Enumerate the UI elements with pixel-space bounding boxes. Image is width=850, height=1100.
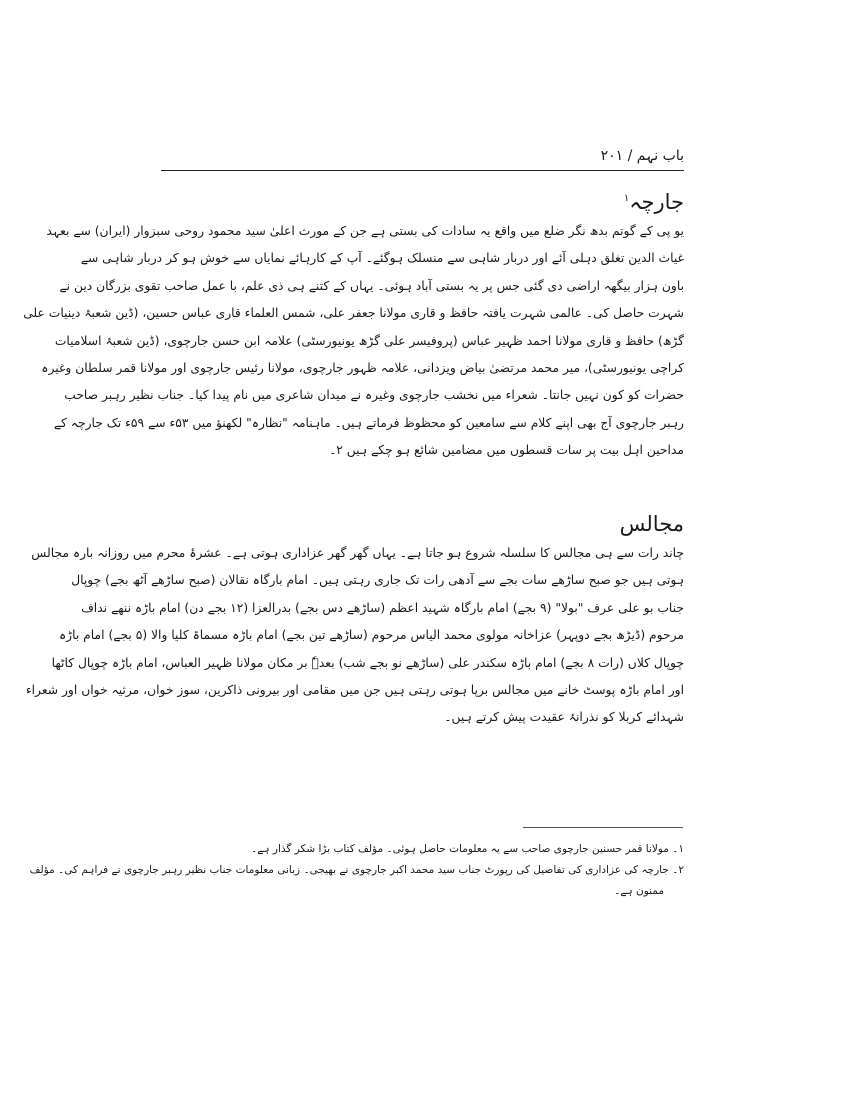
paragraph-line: گڑھ) حافظ و قاری مولانا احمد ظہیر عباس (پروفیسر علی گڑھ یونیورسٹی) علامہ ابن حسن جارچوی، (ڈین شعبۂ اسلامیات <box>54 333 684 348</box>
footnote-ref-1[interactable]: ۱ <box>623 193 630 204</box>
section-heading-jarcha: جارچہ$^۱$ <box>623 190 684 214</box>
paragraph-line: اور امام باڑہ پوسٹ خانے میں مجالس برپا ہوتی رہتی ہیں جن میں مقامی اور بیرونی ذاکرین، سوز خواں، مرثیہ خواں اور شعراء <box>25 682 684 697</box>
paragraph-line: چاند رات سے ہی مجالس کا سلسلہ شروع ہو جاتا ہے۔ یہاں گھر گھر عزاداری ہوتی ہے۔ عشرۂ محرم میں روزانہ بارہ مجالس <box>31 546 684 560</box>
header-rule <box>161 170 684 171</box>
section-jarcha <box>23 185 684 465</box>
paragraph-line: چوپال کلاں (رات ۸ بجے) امام باڑہ سکندر علی (ساڑھے نو بجے شب) بعدہٗ بر مکان مولانا ظہیر العباس، امام باڑہ چوپال کاٹھا <box>51 655 684 670</box>
paragraph-line: شہدائے کربلا کو نذرانۂ عقیدت پیش کرتے ہیں۔ <box>444 710 684 725</box>
footnote-1: ۱۔ مولانا قمر حسنین جارچوی صاحب سے یہ معلومات حاصل ہوئی۔ مؤلف کتاب بڑا شکر گذار ہے۔ <box>251 843 684 855</box>
paragraph-line: رہبر جارچوی آج بھی اپنے کلام سے سامعین کو محظوظ فرماتے ہیں۔ ماہنامہ "نظارہ" لکھنؤ میں ۵۳ء سے ۵۹ء تک جارچہ کے <box>53 415 684 430</box>
paragraph-line: مرحوم (ڈیڑھ بجے دوپہر) عزاخانہ مولوی محمد الیاس مرحوم (ساڑھے تین بجے) امام باڑہ مسماۃ کلیا والا (۵ بجے) امام باڑہ <box>58 628 684 643</box>
paragraph-line: کراچی یونیورسٹی)، میر محمد مرتضیٰ بیاض ویزدانی، علامہ ظہور جارچوی، مولانا رئیس جارچوی اور مولانا قمر سلطان وغیرہ <box>41 360 684 375</box>
footnotes <box>29 839 684 902</box>
paragraph-majalis <box>25 540 684 732</box>
paragraph-line: حضرات کو کون نہیں جانتا۔ شعراء میں نخشب جارچوی وغیرہ نے میدان شاعری میں نام پیدا کیا۔ جناب نظیر رہبر صاحب <box>64 388 684 403</box>
footnote-2-continuation: ممنون ہے۔ <box>614 885 664 897</box>
paragraph-jarcha <box>23 218 684 465</box>
paragraph-line: باون ہزار بیگھہ اراضی دی گئی جس پر یہ بستی آباد ہوئی۔ یہاں کے کتنے ہی ذی علم، با عمل صاحب تقوی بزرگان دین نے <box>59 278 684 293</box>
paragraph-line: مداحین اہل بیت پر سات قسطوں میں مضامین شائع ہو چکے ہیں ۲۔ <box>329 443 684 458</box>
paragraph-line: شہرت حاصل کی۔ عالمی شہرت یافتہ حافظ و قاری مولانا جعفر علی، شمس العلماء قاری عباس حسین، (ڈین شعبۂ دینیات علی <box>23 306 684 321</box>
section-majalis <box>25 510 684 732</box>
running-header <box>161 147 684 169</box>
header-chapter-page: باب نہم / ۲۰۱ <box>600 148 684 164</box>
section-heading-majalis: مجالس <box>619 512 684 536</box>
footnote-rule <box>523 827 683 828</box>
paragraph-line: یو پی کے گوتم بدھ نگر ضلع میں واقع یہ سادات کی بستی ہے جن کے مورث اعلیٰ سید محمود روحی سبزوار (ایران) سے بعہد <box>46 224 684 238</box>
footnote-2: ۲۔ جارچہ کی عزاداری کی تفاصیل کی رپورٹ جناب سید محمد اکبر جارچوی نے بھیجی۔ زبانی معلومات جناب نظیر رہبر جارچوی نے فراہم کی۔ مؤلف <box>29 864 684 876</box>
paragraph-line: جناب بو علی عرف "بولا" (۹ بجے) امام بارگاہ شہید اعظم (ساڑھے دس بجے) بدرالعزا (۱۲ بجے دن) امام باڑہ ننھے نداف <box>81 600 684 615</box>
paragraph-line: ہوتی ہیں جو صبح ساڑھے سات بجے سے آدھی رات تک جاری رہتی ہیں۔ امام بارگاہ نقالان (صبح ساڑھے آٹھ بجے) چوپال <box>71 573 684 588</box>
paragraph-line: غیاث الدین تغلق دہلی آئے اور دربار شاہی سے منسلک ہوگئے۔ آپ کے کارہائے نمایاں سے خوش ہو کر دربار شاہی سے <box>80 251 684 266</box>
